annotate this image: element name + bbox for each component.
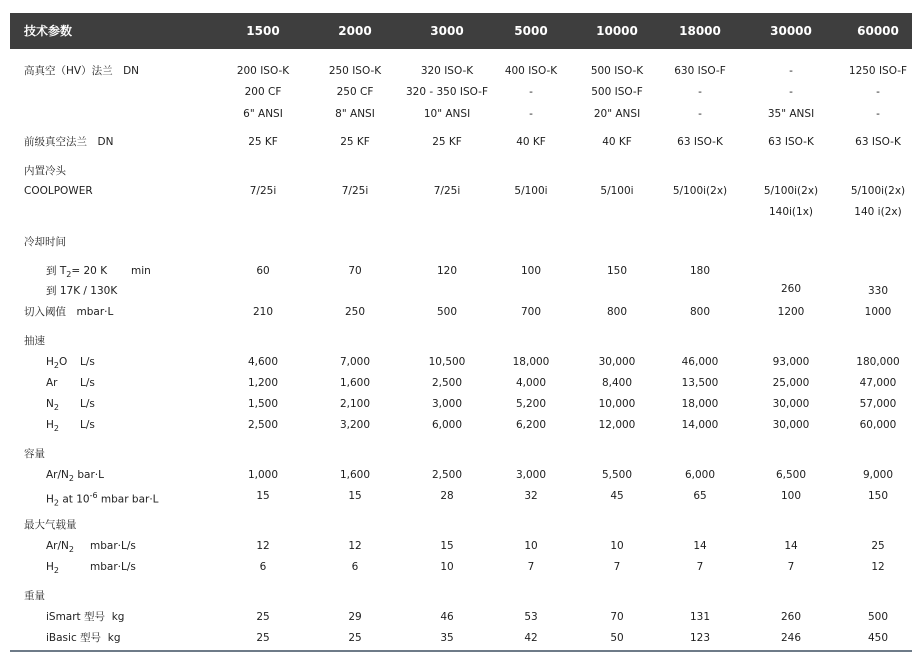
crossover-cell: 210	[252, 306, 274, 318]
hv-flange-cell: 630 ISO-F	[674, 65, 726, 77]
capacity-cell: 2,500	[431, 469, 463, 481]
pumping-speed-cell: 6,200	[515, 419, 547, 431]
max-gas-load-label: 最大气载量	[24, 519, 77, 531]
gas-name: N	[46, 398, 54, 410]
max-gas-load-cell: 6	[351, 561, 359, 573]
hv-flange-cell: 320 - 350 ISO-F	[405, 86, 489, 98]
gas-sub: 2	[53, 403, 59, 413]
cooldown-t2-unit: min	[131, 265, 151, 277]
max-gas-load-cell: 6	[259, 561, 267, 573]
fore-flange-cell: 25 KF	[432, 136, 462, 148]
hv-flange-cell: -	[789, 65, 793, 77]
pumping-speed-cell: 5,200	[515, 398, 547, 410]
coldhead-cell: 7/25i	[341, 185, 369, 197]
pumping-speed-label: 抽速	[24, 335, 45, 347]
ps-unit: L/s	[80, 356, 95, 368]
table-header	[10, 13, 912, 49]
hv-flange-cell: -	[876, 86, 880, 98]
gas-name: H	[46, 356, 54, 368]
cap-gas-arn2	[46, 468, 104, 486]
max-gas-load-cell: 10	[440, 561, 454, 573]
weight-cell: 500	[867, 611, 889, 623]
hv-flange-cell: 200 ISO-K	[236, 65, 290, 77]
ps-gas-h2	[46, 418, 59, 436]
cooldown-t2-cell: 150	[606, 265, 628, 277]
capacity-cell: 65	[693, 490, 707, 502]
gas-mid2: mbar	[97, 493, 129, 506]
pumping-speed-cell: 1,200	[247, 377, 279, 389]
pumping-speed-cell: 93,000	[772, 356, 810, 368]
fore-flange-cell: 40 KF	[602, 136, 632, 148]
weight-unit: kg	[111, 611, 125, 623]
capacity-cell: 45	[610, 490, 624, 502]
ps-unit: L/s	[80, 377, 95, 389]
hv-flange-cell: 200 CF	[244, 86, 282, 98]
hv-flange-cell: 35" ANSI	[767, 108, 815, 120]
t2-sub: 2	[66, 270, 72, 280]
gas-unit: bar·L	[131, 493, 159, 506]
pumping-speed-cell: 2,500	[431, 377, 463, 389]
header-label: 技术参数	[24, 24, 73, 38]
pumping-speed-cell: 13,500	[681, 377, 719, 389]
weight-unit: kg	[107, 632, 121, 644]
coldhead-extra-cell: 140i(1x)	[768, 206, 814, 218]
fore-flange-cell: 25 KF	[248, 136, 278, 148]
cooldown-alt-cell: 330	[867, 285, 889, 297]
hv-flange-cell: 500 ISO-F	[591, 86, 643, 98]
hv-flange-cell: 10" ANSI	[423, 108, 471, 120]
pumping-speed-cell: 60,000	[859, 419, 897, 431]
crossover-cell: 500	[436, 306, 458, 318]
capacity-cell: 100	[780, 490, 802, 502]
crossover-cell: 700	[520, 306, 542, 318]
max-gas-load-cell: 14	[784, 540, 798, 552]
coolpower-label: COOLPOWER	[24, 185, 93, 197]
gas-name: Ar/N	[46, 540, 69, 552]
fore-flange-cell: 63 ISO-K	[768, 136, 814, 148]
weight-cell: 25	[256, 611, 270, 623]
gas-sub: 2	[53, 498, 59, 508]
coldhead-cell: 5/100i	[514, 185, 548, 197]
crossover-cell: 800	[689, 306, 711, 318]
fore-flange-cell: 63 ISO-K	[855, 136, 901, 148]
coldhead-label: 内置冷头	[24, 165, 66, 177]
hv-flange-label: 高真空（HV）法兰 DN	[24, 65, 140, 77]
weight-cell: 53	[524, 611, 538, 623]
pumping-speed-cell: 47,000	[859, 377, 897, 389]
pumping-speed-cell: 1,500	[247, 398, 279, 410]
gas-sub: 2	[53, 424, 59, 434]
pumping-speed-cell: 30,000	[772, 419, 810, 431]
pumping-speed-cell: 18,000	[512, 356, 550, 368]
crossover-label: 切入阈值 mbar·L	[24, 306, 114, 318]
pumping-speed-cell: 180,000	[856, 356, 900, 368]
ps-unit: L/s	[80, 419, 95, 431]
max-gas-load-cell: 25	[871, 540, 885, 552]
hv-flange-cell: -	[529, 108, 533, 120]
capacity-cell: 3,000	[515, 469, 547, 481]
cooldown-t2-label	[46, 264, 107, 282]
weight-cell: 246	[780, 632, 802, 644]
weight-cell: 29	[348, 611, 362, 623]
capacity-cell: 5,500	[601, 469, 633, 481]
capacity-cell: 6,000	[684, 469, 716, 481]
coldhead-cell: 5/100i(2x)	[763, 185, 819, 197]
weight-cell: 25	[348, 632, 362, 644]
gas-name: H	[46, 493, 54, 506]
gas-suffix: O	[59, 356, 68, 368]
ps-unit: L/s	[80, 398, 95, 410]
cooldown-label: 冷却时间	[24, 236, 66, 248]
crossover-cell: 1000	[864, 306, 892, 318]
weight-cell: 46	[440, 611, 454, 623]
weight-model: iBasic 型号	[46, 632, 102, 644]
capacity-cell: 6,500	[775, 469, 807, 481]
ps-gas-h2o	[46, 355, 67, 373]
capacity-cell: 1,600	[339, 469, 371, 481]
pumping-speed-cell: 4,000	[515, 377, 547, 389]
fore-flange-cell: 63 ISO-K	[677, 136, 723, 148]
cooldown-alt-label: 到 17K / 130K	[46, 285, 118, 297]
hv-flange-cell: 400 ISO-K	[504, 65, 558, 77]
max-gas-load-cell: 7	[787, 561, 795, 573]
coldhead-cell: 5/100i	[600, 185, 634, 197]
coldhead-cell: 7/25i	[433, 185, 461, 197]
gas-sub: 2	[68, 474, 74, 484]
hv-flange-cell: 8" ANSI	[335, 108, 375, 120]
capacity-cell: 28	[440, 490, 454, 502]
weight-ibasic-label	[46, 631, 121, 645]
max-gas-load-cell: 7	[613, 561, 621, 573]
cap-gas-h2	[46, 489, 159, 511]
cooldown-t2-cell: 60	[256, 265, 270, 277]
pumping-speed-cell: 4,600	[247, 356, 279, 368]
weight-ismart-label	[46, 610, 124, 624]
gas-sub: 2	[53, 361, 59, 371]
gas-mid: at 10	[59, 493, 90, 506]
gas-name: H	[46, 561, 54, 573]
pumping-speed-cell: 30,000	[598, 356, 636, 368]
gas-name: Ar/N	[46, 469, 69, 481]
header-model: 18000	[679, 24, 721, 38]
mgl-gas-h2	[46, 560, 59, 578]
pumping-speed-cell: 14,000	[681, 419, 719, 431]
fore-flange-cell: 40 KF	[516, 136, 546, 148]
max-gas-load-cell: 14	[693, 540, 707, 552]
capacity-label: 容量	[24, 448, 45, 460]
mgl-gas-arn2	[46, 539, 74, 557]
header-model: 1500	[246, 24, 280, 38]
max-gas-load-cell: 7	[527, 561, 535, 573]
hv-flange-cell: 1250 ISO-F	[848, 65, 908, 77]
capacity-cell: 15	[256, 490, 270, 502]
hv-flange-cell: 320 ISO-K	[420, 65, 474, 77]
pumping-speed-cell: 1,600	[339, 377, 371, 389]
max-gas-load-cell: 15	[440, 540, 454, 552]
pumping-speed-cell: 7,000	[339, 356, 371, 368]
pumping-speed-cell: 10,000	[598, 398, 636, 410]
max-gas-load-cell: 12	[871, 561, 885, 573]
cooldown-t2-cell: 70	[348, 265, 362, 277]
weight-cell: 35	[440, 632, 454, 644]
weight-cell: 123	[689, 632, 711, 644]
header-model: 5000	[514, 24, 548, 38]
hv-flange-cell: -	[789, 86, 793, 98]
crossover-cell: 1200	[777, 306, 805, 318]
weight-model: iSmart 型号	[46, 611, 106, 623]
hv-flange-cell: -	[698, 86, 702, 98]
header-model: 30000	[770, 24, 812, 38]
weight-cell: 50	[610, 632, 624, 644]
header-model: 10000	[596, 24, 638, 38]
pumping-speed-cell: 6,000	[431, 419, 463, 431]
weight-label: 重量	[24, 590, 45, 602]
fore-flange-cell: 25 KF	[340, 136, 370, 148]
cooldown-t2-cell: 180	[689, 265, 711, 277]
gas-sub: 2	[53, 566, 59, 576]
pumping-speed-cell: 8,400	[601, 377, 633, 389]
coldhead-cell: 5/100i(2x)	[850, 185, 906, 197]
header-model: 3000	[430, 24, 464, 38]
pumping-speed-cell: 12,000	[598, 419, 636, 431]
weight-cell: 25	[256, 632, 270, 644]
hv-flange-cell: 250 ISO-K	[328, 65, 382, 77]
weight-cell: 450	[867, 632, 889, 644]
crossover-cell: 800	[606, 306, 628, 318]
ps-gas-n2	[46, 397, 59, 415]
gas-sup: -6	[89, 491, 98, 500]
capacity-cell: 150	[867, 490, 889, 502]
coldhead-cell: 7/25i	[249, 185, 277, 197]
capacity-cell: 15	[348, 490, 362, 502]
max-gas-load-cell: 7	[696, 561, 704, 573]
hv-flange-cell: -	[876, 108, 880, 120]
gas-sub: 2	[68, 545, 74, 555]
pumping-speed-cell: 46,000	[681, 356, 719, 368]
hv-flange-cell: 20" ANSI	[593, 108, 641, 120]
capacity-cell: 9,000	[862, 469, 894, 481]
cooldown-alt-cell: 260	[780, 283, 802, 295]
mgl-unit: mbar·L/s	[90, 561, 136, 573]
max-gas-load-cell: 10	[610, 540, 624, 552]
capacity-cell: 32	[524, 490, 538, 502]
weight-cell: 70	[610, 611, 624, 623]
cooldown-t2-cell: 120	[436, 265, 458, 277]
max-gas-load-cell: 10	[524, 540, 538, 552]
pumping-speed-cell: 2,100	[339, 398, 371, 410]
pumping-speed-cell: 25,000	[772, 377, 810, 389]
ps-gas-ar: Ar	[46, 377, 58, 389]
capacity-cell: 1,000	[247, 469, 279, 481]
cooldown-t2-cell: 100	[520, 265, 542, 277]
hv-flange-cell: 250 CF	[336, 86, 374, 98]
max-gas-load-cell: 12	[256, 540, 270, 552]
weight-cell: 131	[689, 611, 711, 623]
hv-flange-cell: 500 ISO-K	[590, 65, 644, 77]
weight-cell: 42	[524, 632, 538, 644]
max-gas-load-cell: 12	[348, 540, 362, 552]
pumping-speed-cell: 2,500	[247, 419, 279, 431]
coldhead-extra-cell: 140 i(2x)	[854, 206, 902, 218]
gas-name: H	[46, 419, 54, 431]
pumping-speed-cell: 10,500	[428, 356, 466, 368]
pumping-speed-cell: 3,200	[339, 419, 371, 431]
t2-prefix: 到 T	[46, 265, 67, 277]
coldhead-cell: 5/100i(2x)	[672, 185, 728, 197]
mgl-unit: mbar·L/s	[90, 540, 136, 552]
hv-flange-cell: -	[529, 86, 533, 98]
header-model: 60000	[857, 24, 899, 38]
fore-flange-label: 前级真空法兰 DN	[24, 136, 114, 148]
t2-suffix: = 20 K	[71, 265, 108, 277]
hv-flange-cell: 6" ANSI	[243, 108, 283, 120]
hv-flange-cell: -	[698, 108, 702, 120]
pumping-speed-cell: 57,000	[859, 398, 897, 410]
pumping-speed-cell: 18,000	[681, 398, 719, 410]
crossover-cell: 250	[344, 306, 366, 318]
gas-unit: bar·L	[77, 469, 104, 481]
pumping-speed-cell: 3,000	[431, 398, 463, 410]
pumping-speed-cell: 30,000	[772, 398, 810, 410]
weight-cell: 260	[780, 611, 802, 623]
bottom-divider	[10, 650, 912, 652]
header-model: 2000	[338, 24, 372, 38]
